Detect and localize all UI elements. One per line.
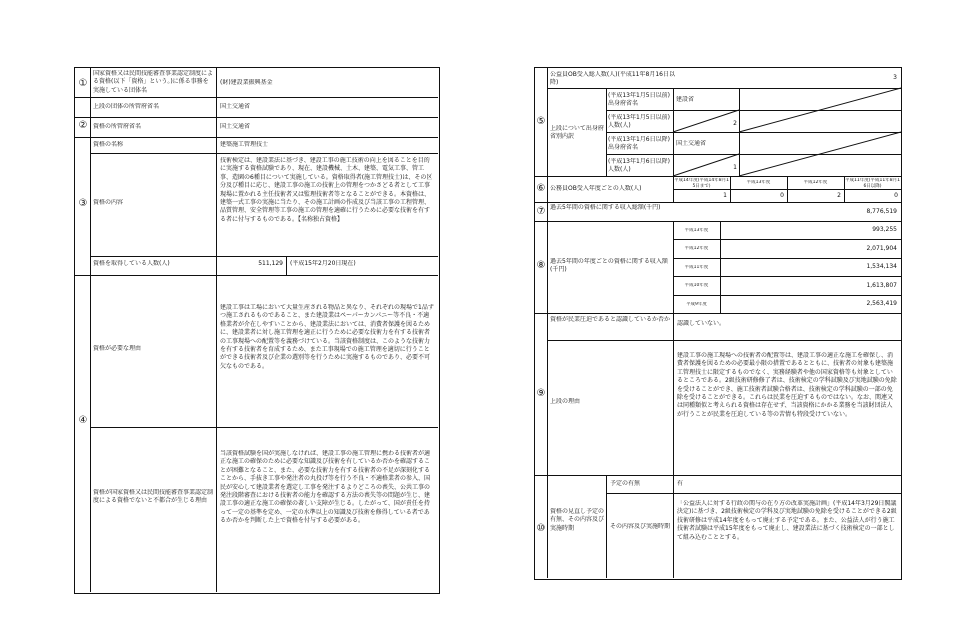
ob-yearly-label: 公務員OB受入年度ごとの人数(人) xyxy=(550,185,642,192)
necessity-reason-label: 資格が必要な理由 xyxy=(93,345,142,352)
yearly-value-h13: 0 xyxy=(780,192,784,199)
row-number-9: ⑨ xyxy=(536,388,546,399)
review-detail-label: その内容及び実施時期 xyxy=(610,523,671,530)
holders-count-value: 511,129 xyxy=(258,260,283,267)
holders-count-label: 資格を取得している人数(人) xyxy=(93,260,170,267)
reason-value: 建設工事の施工現場への技術者の配置等は、建設工事の適正な施工を確保し、消費者保護を図るための必要最小限の措置であるとともに、技術者の対象も建築施工管理技士に限定するものでなく、実務経験者や他の国家資格等も対象としているところである。2級技術研修修了者は、技術検定の学科試験及び実地試験の免除を受けることができ、施工技術者試験合格者は、技術検定の学科試験の一部の免除を受けることができる。これらは民業を圧迫するものではない。なお、関連又は同種類似と考えられる資格は存在せず、当該資格にかかる業務を当該財団法人が行うことが民業を圧迫している等の苦情も特段受けていない。 xyxy=(677,352,897,418)
revenue-total-value: 8,776,519 xyxy=(866,208,897,215)
yearly-header-h11: 平成11年度(平成11年8月16日以降) xyxy=(845,178,900,189)
qualification-content-value: 技術検定は、建設業法に基づき、建設工事の施工技術の向上を図ることを目的に実施する資格試験であり、現在、建設機械、土木、建築、電気工事、管工事、造園の6種目について実施している。資格取得者(施工管理技士)は、その区分及び種目に応じ、建設工事の施工の技術上の管理をつかさどる者として工事現場に置かれる主任技術者又は監理技術者等となることができる。本資格は、建築一式工事の実施に当たり、その施工計画の作成及び当該工事の工程管理、品質管理、安全管理等工事の施工の管理を適確に行うために必要な技術を有する者に付与するものである。【名称独占資格】 xyxy=(220,157,433,223)
review-planned-label: 予定の有無 xyxy=(610,480,641,487)
breakdown-pre-count-label: (平成13年1月5日以前)人数(人) xyxy=(608,114,670,130)
reason-label: 上段の理由 xyxy=(550,398,581,405)
revenue-value-h10: 1,613,807 xyxy=(866,282,897,289)
left-page xyxy=(74,67,440,594)
yearly-header-h12: 平成12年度 xyxy=(803,180,828,185)
national-status-reason-value: 当該資格試験を国が実施しなければ、建設工事の施工管理に携わる技術者が適正な施工の確保のために必要な知識及び技術を有しているか否かを確認することが困難となること、また、必要な技術力を有する技術者の不足が深刻化することから、手抜き工事や発注者の丸投げ等を行う不良・不適格業者の参入、国民が安心して建設業者を選定し工事を発注するよりどころの喪失、公共工事の発注段階審査における技術者の能力を確認する方法の喪失等の問題が生じ、建設工事の適正な施工の確保の著しい支障が生じる。したがって、国が責任を持って一定の基準を定め、一定の水準以上の知識及び技術を修得している者であるか否かを判断した上で資格を付与する必要がある。 xyxy=(220,450,431,525)
row-number-10: ⑩ xyxy=(536,523,546,534)
breakdown-pre-ministry-value: 建設省 xyxy=(676,96,695,103)
revenue-year-h9: 平成9年度 xyxy=(686,302,707,307)
organization-value: (財)建設業振興基金 xyxy=(220,79,273,86)
qualification-name-label: 資格の名称 xyxy=(93,141,124,148)
org-ministry-value: 国土交通省 xyxy=(220,103,251,110)
private-pressure-label: 資格が民業圧迫であると認識しているか否か xyxy=(550,316,671,323)
ob-total-value: 3 xyxy=(893,74,897,81)
revenue-value-h13: 993,255 xyxy=(872,226,897,233)
holders-count-note: (平成15年2月20日現在) xyxy=(290,260,356,267)
row-number-8: ⑧ xyxy=(536,260,546,271)
row-number-5: ⑤ xyxy=(536,116,546,127)
row-number-3: ③ xyxy=(78,198,88,209)
row-number-4: ④ xyxy=(78,415,88,426)
qualification-ministry-value: 国土交通省 xyxy=(220,123,251,130)
review-label: 資格の見直し予定の有無、その内容及び実施時期 xyxy=(550,508,605,532)
revenue-year-h13: 平成13年度 xyxy=(684,228,709,233)
revenue-year-h12: 平成12年度 xyxy=(684,246,709,251)
organization-label: 国家資格又は民間技能審査事業認定制度による資格(以下「資格」という。)に係る事務を実施している団体名 xyxy=(93,70,214,94)
necessity-reason-value: 建設工事は工場において大量生産される物品と異なり、それぞれの現場で1品ずつ施工されるものであること、また建設業はペーパーカンパニー等不良・不適格業者が介在しやすいことから、建設業法においては、消費者保護を図るために、建設業者に対し施工管理を適正に行うために必要な技術力を有する技術者の工事現場への配置等を義務づけている。当該資格制度は、このような技術力を有する技術者を育成するため、また工事現場での施工管理を適切に行うことができる技術者及び企業の選別等を行うために実施するものであり、必要不可欠なものである。 xyxy=(220,304,434,370)
right-page xyxy=(534,67,902,580)
private-pressure-value: 認識していない。 xyxy=(677,320,726,327)
review-planned-value: 有 xyxy=(677,480,684,487)
breakdown-post-ministry-value: 国土交通省 xyxy=(676,140,707,147)
yearly-value-h14: 1 xyxy=(723,192,727,199)
yearly-value-h11: 0 xyxy=(894,192,898,199)
revenue-yearly-label: 過去5年間の年度ごとの資格に関する収入額(千円) xyxy=(550,258,668,274)
review-detail-value: 「公益法人に対する行政の関与の在り方の改革実施計画」(平成14年3月29日閣議決定)に基づき、2級技術検定の学科及び実地試験の免除を受けることができる2級技術研修は平成14年度をもって廃止する予定である。また、公益法人が行う施工技術者試験は平成15年度をもって廃止し、建設業法に基づく技術検定の一部として組み込むこととする。 xyxy=(677,500,897,541)
revenue-year-h10: 平成10年度 xyxy=(684,283,709,288)
qualification-name-value: 建築施工管理技士 xyxy=(220,141,269,148)
breakdown-pre-ministry-label: (平成13年1月5日以前)出身府省名 xyxy=(608,92,670,108)
national-status-reason-label: 資格が国家資格又は民間技能審査事業認定制度による資格でないと不都合が生じる理由 xyxy=(93,489,214,505)
breakdown-post-count-value: 1 xyxy=(733,164,737,171)
org-ministry-label: 上段の団体の所管府省名 xyxy=(93,103,160,110)
yearly-header-h14: 平成14年度(平成14年8月15日まで) xyxy=(674,178,729,189)
row-number-2: ② xyxy=(78,120,88,131)
yearly-header-h13: 平成13年度 xyxy=(746,180,771,185)
revenue-total-label: 過去5年間の資格に関する収入総額(千円) xyxy=(550,204,661,211)
breakdown-pre-count-value: 2 xyxy=(733,120,737,127)
ob-total-label: 公益員OB受入総人数(人)(平成11年8月16日以降) xyxy=(550,71,675,87)
revenue-value-h9: 2,563,419 xyxy=(866,300,897,307)
ob-breakdown-label: 上段について出身府省別内訳 xyxy=(550,125,604,141)
yearly-value-h12: 2 xyxy=(837,192,841,199)
breakdown-post-count-label: (平成13年1月6日以降)人数(人) xyxy=(608,158,670,174)
row-number-1: ① xyxy=(78,78,88,89)
row-number-7: ⑦ xyxy=(536,206,546,217)
qualification-ministry-label: 資格の所管府省名 xyxy=(93,123,142,130)
revenue-year-h11: 平成11年度 xyxy=(684,265,709,270)
revenue-value-h11: 1,534,134 xyxy=(866,263,897,270)
qualification-content-label: 資格の内容 xyxy=(93,199,124,206)
breakdown-post-ministry-label: (平成13年1月6日以降)出身府省名 xyxy=(608,136,670,152)
row-number-6: ⑥ xyxy=(536,183,546,194)
revenue-value-h12: 2,071,904 xyxy=(866,245,897,252)
